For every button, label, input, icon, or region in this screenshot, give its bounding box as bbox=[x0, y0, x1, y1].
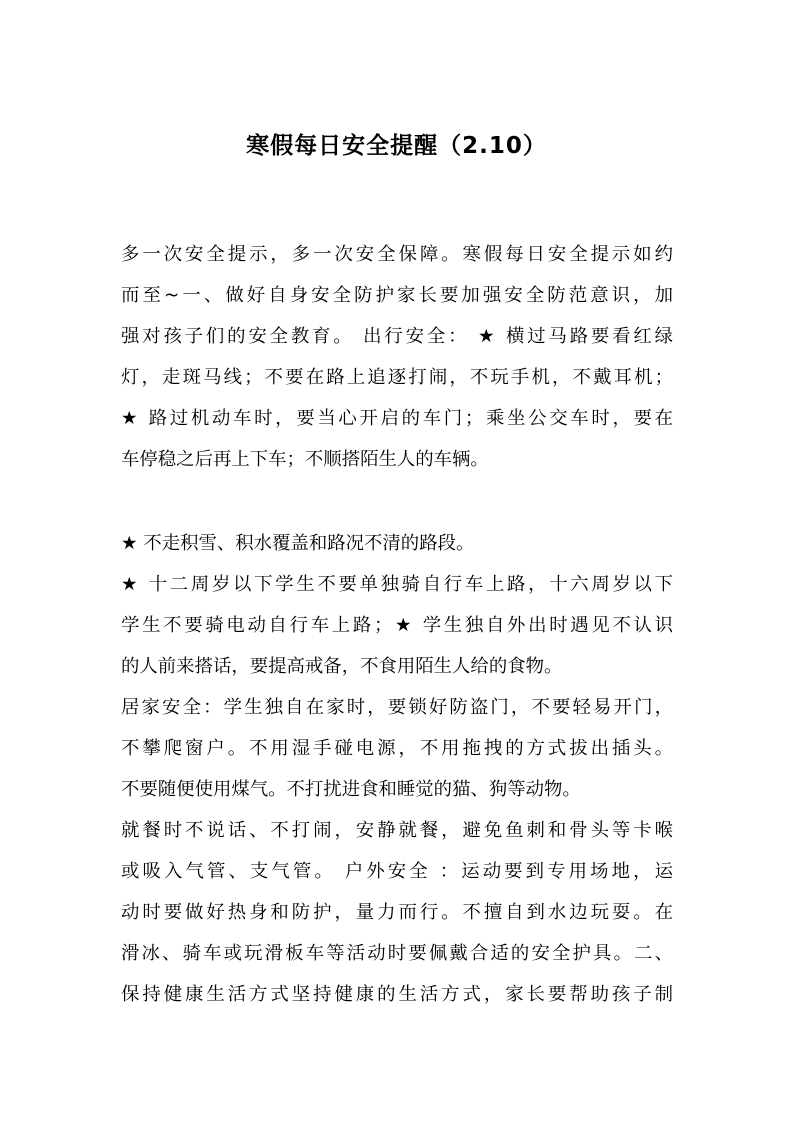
paragraph-line: 滑冰、骑车或玩滑板车等活动时要佩戴合适的安全护具。二、 bbox=[121, 943, 673, 964]
paragraph-line: 的人前来搭话，要提高戒备，不食用陌生人给的食物。 bbox=[121, 656, 563, 677]
paragraph-line: 而至~一、做好自身安全防护家长要加强安全防范意识，加 bbox=[121, 285, 673, 306]
document-title: 寒假每日安全提醒（2.10） bbox=[246, 133, 547, 159]
paragraph-line: ★ 十二周岁以下学生不要单独骑自行车上路，十六周岁以下 bbox=[121, 574, 673, 595]
paragraph-line: 不攀爬窗户。不用湿手碰电源，不用拖拽的方式拔出插头。 bbox=[121, 738, 673, 759]
paragraph-line: 学生不要骑电动自行车上路；★ 学生独自外出时遇见不认识 bbox=[121, 615, 673, 636]
paragraph-line: 就餐时不说话、不打闹，安静就餐，避免鱼刺和骨头等卡喉 bbox=[121, 820, 673, 841]
paragraph-line: 车停稳之后再上下车；不顺搭陌生人的车辆。 bbox=[121, 449, 489, 470]
paragraph-line: 居家安全：学生独自在家时，要锁好防盗门，不要轻易开门， bbox=[121, 697, 673, 718]
paragraph-line: 灯，走斑马线；不要在路上追逐打闹，不玩手机，不戴耳机； bbox=[121, 367, 673, 388]
paragraph-line: 多一次安全提示，多一次安全保障。寒假每日安全提示如约 bbox=[121, 244, 673, 265]
paragraph-line: 不要随便使用煤气。不打扰进食和睡觉的猫、狗等动物。 bbox=[121, 779, 581, 800]
paragraph-line: ★ 不走积雪、积水覆盖和路况不清的路段。 bbox=[121, 533, 475, 554]
paragraph-line: 保持健康生活方式坚持健康的生活方式，家长要帮助孩子制 bbox=[121, 984, 673, 1005]
paragraph-line: 或吸入气管、支气管。 户外安全 ：运动要到专用场地，运 bbox=[121, 861, 673, 882]
paragraph-line: ★ 路过机动车时，要当心开启的车门；乘坐公交车时，要在 bbox=[121, 408, 673, 429]
paragraph-line: 强对孩子们的安全教育。 出行安全： ★ 横过马路要看红绿 bbox=[121, 326, 673, 347]
paragraph-line: 动时要做好热身和防护，量力而行。不擅自到水边玩耍。在 bbox=[121, 902, 673, 923]
